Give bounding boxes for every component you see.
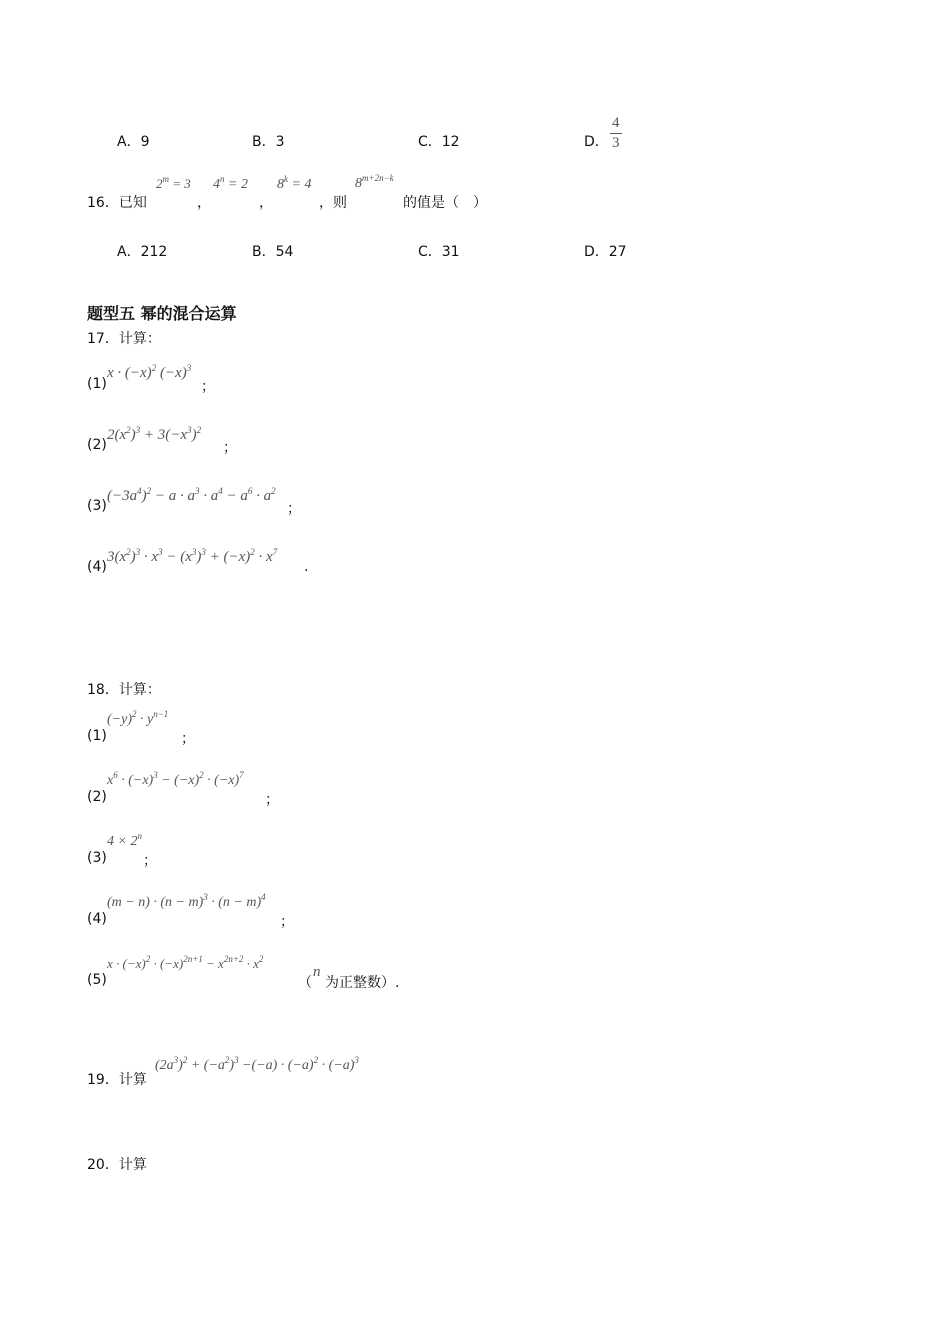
q16-expr-3: $8^k = 4$: [277, 174, 312, 192]
q18-item-3-label: (3): [87, 850, 107, 866]
q18-title: 18．计算：: [87, 682, 161, 698]
q18-item-5-label: (5): [87, 972, 107, 988]
q19-title: 19．计算: [87, 1072, 147, 1088]
q16-option-d: D．27: [584, 244, 627, 260]
q18-item-4-expression: $(m - n) \cdot (n - m)^3 \cdot (n - m)^4$: [107, 892, 266, 910]
q17-item-2-label: (2): [87, 437, 107, 453]
q17-item-1-label: (1): [87, 376, 107, 392]
q18-item-3-expression: $4 \times 2^n$: [107, 831, 142, 849]
q18-item-1-label: (1): [87, 728, 107, 744]
q16-suffix: 的值是（ ）: [403, 195, 487, 211]
q17-item-1-tail: ；: [201, 379, 215, 395]
q15-option-d: [584, 131, 609, 151]
q16-number: 16．已知: [87, 195, 147, 211]
q16-option-c: C．31: [418, 244, 460, 260]
q18-item-5-var: n: [313, 964, 321, 980]
q18-item-4-label: (4): [87, 911, 107, 927]
q15-option-c: C．12: [418, 134, 460, 150]
q18-item-5-paren: （: [298, 975, 312, 991]
q16-comma-2: ，: [259, 195, 273, 211]
q17-item-3-expression: $(-3a^4)^2 - a \cdot a^3 \cdot a^4 - a^6 \cdot a^2$: [107, 486, 276, 504]
q18-item-2-tail: ；: [265, 792, 279, 808]
q18-item-3-tail: ；: [143, 853, 157, 869]
q18-item-5-note: 为正整数）.: [325, 975, 400, 991]
q17-title: 17．计算：: [87, 331, 161, 347]
q16-expr-2: $4^n = 2$: [213, 174, 248, 192]
q18-item-5-expression: $x \cdot (-x)^2 \cdot (-x)^{2n+1} - x^{2n+2} \cdot x^2$: [107, 954, 264, 971]
q18-item-1-tail: ；: [181, 731, 195, 747]
q17-item-3-label: (3): [87, 498, 107, 514]
q15-option-a: A．9: [117, 134, 150, 150]
fraction-numerator: 4: [610, 116, 622, 134]
q15-option-d-label: D．: [584, 134, 609, 150]
q18-item-4-tail: ；: [280, 914, 294, 930]
q18-item-2-label: (2): [87, 789, 107, 805]
q16-expr-4: $8^{m+2n-k}$: [355, 173, 394, 191]
q16-comma-1: ，: [197, 195, 211, 211]
q17-item-4-label: (4): [87, 559, 107, 575]
q17-item-2-tail: ；: [223, 440, 237, 456]
q17-item-2-expression: $2(x^2)^3 + 3(-x^3)^2$: [107, 425, 202, 443]
q15-option-d-fraction: [610, 116, 622, 152]
q18-item-2-expression: $x^6 \cdot (-x)^3 - (-x)^2 \cdot (-x)^7$: [107, 770, 244, 788]
q19-expression: $(2a^3)^2 + (-a^2)^3 -(-a) \cdot (-a)^2 \cdot (-a)^3$: [155, 1055, 359, 1073]
q15-option-b: B．3: [252, 134, 285, 150]
q17-item-3-tail: ；: [287, 501, 301, 517]
q18-item-1-expression: $(-y)^2 \cdot y^{n-1}$: [107, 709, 169, 727]
section-heading: 题型五 幂的混合运算: [87, 304, 237, 323]
q20-title: 20．计算: [87, 1157, 147, 1173]
q17-item-1-expression: $x \cdot (-x)^2$ $(-x)^3$: [107, 363, 192, 381]
q17-item-4-tail: .: [304, 559, 309, 575]
q16-expr-1: $2^m = 3$: [156, 174, 191, 191]
fraction-denominator: 3: [612, 135, 620, 151]
q17-item-4-expression: $3(x^2)^3 \cdot x^3 - (x^3)^3 + (-x)^2 \cdot x^7$: [107, 547, 278, 565]
q16-comma-3: ，则: [319, 195, 347, 211]
q16-option-a: A．212: [117, 244, 168, 260]
q16-option-b: B．54: [252, 244, 294, 260]
